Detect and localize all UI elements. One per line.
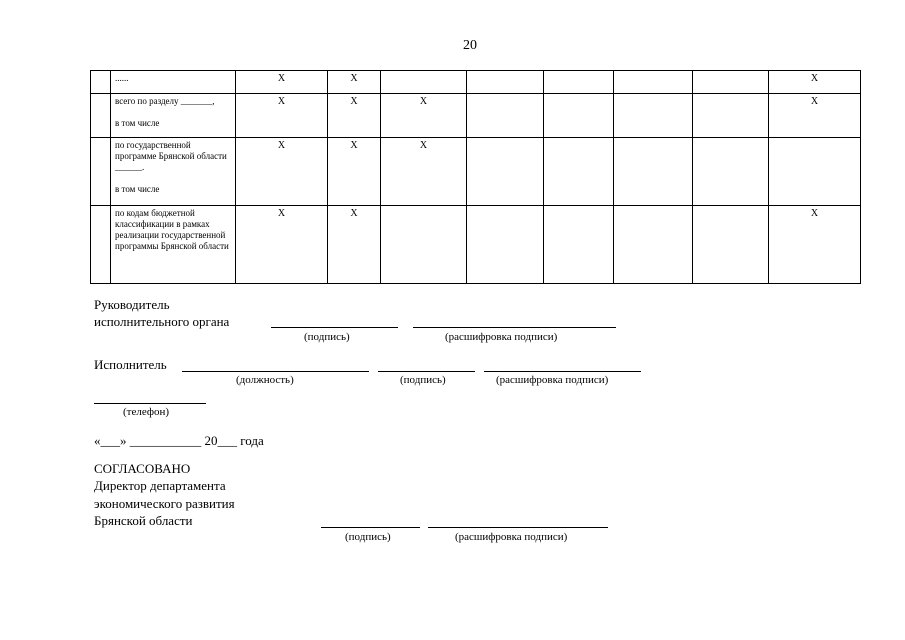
head-title-line1: Руководитель xyxy=(94,297,170,312)
table-cell: X xyxy=(328,206,381,284)
table-cell: X xyxy=(381,94,467,138)
table-cell xyxy=(614,94,693,138)
budget-table xyxy=(90,70,861,284)
row-label: всего по разделу _______, xyxy=(115,96,215,106)
table-cell xyxy=(381,71,467,94)
row-number-cell xyxy=(91,206,111,284)
approval-signature-line xyxy=(321,527,420,528)
table-cell xyxy=(769,138,861,206)
table-row xyxy=(91,206,861,284)
table-cell: X xyxy=(236,138,328,206)
table-cell: X xyxy=(328,138,381,206)
head-decoding-line xyxy=(413,327,616,328)
approval-line2: экономического развития xyxy=(94,496,235,511)
table-row xyxy=(91,138,861,206)
head-title-line2: исполнительного органа xyxy=(94,314,230,329)
executor-decoding-caption: (расшифровка подписи) xyxy=(496,374,609,386)
table-cell xyxy=(467,206,544,284)
phone-line xyxy=(94,403,206,404)
head-decoding-caption: (расшифровка подписи) xyxy=(445,331,558,343)
table-cell: X xyxy=(236,71,328,94)
table-cell: X xyxy=(381,138,467,206)
table-cell xyxy=(381,206,467,284)
table-cell xyxy=(467,138,544,206)
approval-line3: Брянской области xyxy=(94,513,193,528)
row-label: по кодам бюджетной классификации в рамках реализации государственной программы Брянской области xyxy=(115,208,229,251)
table-cell: X xyxy=(328,94,381,138)
table-cell xyxy=(614,206,693,284)
table-cell: X xyxy=(769,206,861,284)
table-cell xyxy=(467,71,544,94)
row-label: по государственной программе Брянской области ______. xyxy=(115,140,227,172)
executor-position-line xyxy=(182,371,369,372)
date-line: «___» ___________ 20___ года xyxy=(94,433,264,448)
executor-signature-caption: (подпись) xyxy=(400,374,446,386)
head-signature-caption: (подпись) xyxy=(304,331,350,343)
table-cell: X xyxy=(236,206,328,284)
row-label-cell xyxy=(111,206,236,284)
table-cell xyxy=(544,71,614,94)
table-row xyxy=(91,94,861,138)
approval-signature-caption: (подпись) xyxy=(345,531,391,543)
page-number: 20 xyxy=(463,38,477,53)
table-cell xyxy=(693,206,769,284)
head-signature-line xyxy=(271,327,398,328)
table-cell xyxy=(614,138,693,206)
executor-signature-line xyxy=(378,371,475,372)
table-cell: X xyxy=(769,71,861,94)
row-label-cell xyxy=(111,138,236,206)
table-cell xyxy=(544,138,614,206)
approval-decoding-line xyxy=(428,527,608,528)
table-cell xyxy=(544,206,614,284)
table-cell xyxy=(614,71,693,94)
row-sublabel: в том числе xyxy=(115,118,160,128)
row-label-cell xyxy=(111,71,236,94)
table-cell: X xyxy=(236,94,328,138)
table-cell xyxy=(693,138,769,206)
executor-label: Исполнитель xyxy=(94,357,167,372)
row-number-cell xyxy=(91,94,111,138)
executor-decoding-line xyxy=(484,371,641,372)
table-cell: X xyxy=(328,71,381,94)
table-cell xyxy=(693,71,769,94)
table-cell xyxy=(693,94,769,138)
table-row xyxy=(91,71,861,94)
approval-decoding-caption: (расшифровка подписи) xyxy=(455,531,568,543)
table-cell xyxy=(467,94,544,138)
table-cell xyxy=(544,94,614,138)
approval-line1: Директор департамента xyxy=(94,478,226,493)
approval-agreed: СОГЛАСОВАНО xyxy=(94,461,191,476)
phone-caption: (телефон) xyxy=(123,406,170,418)
row-number-cell xyxy=(91,138,111,206)
row-number-cell xyxy=(91,71,111,94)
table-cell: X xyxy=(769,94,861,138)
executor-position-caption: (должность) xyxy=(236,374,294,386)
row-sublabel: в том числе xyxy=(115,184,160,194)
row-label-cell xyxy=(111,94,236,138)
row-label: ...... xyxy=(115,73,129,83)
